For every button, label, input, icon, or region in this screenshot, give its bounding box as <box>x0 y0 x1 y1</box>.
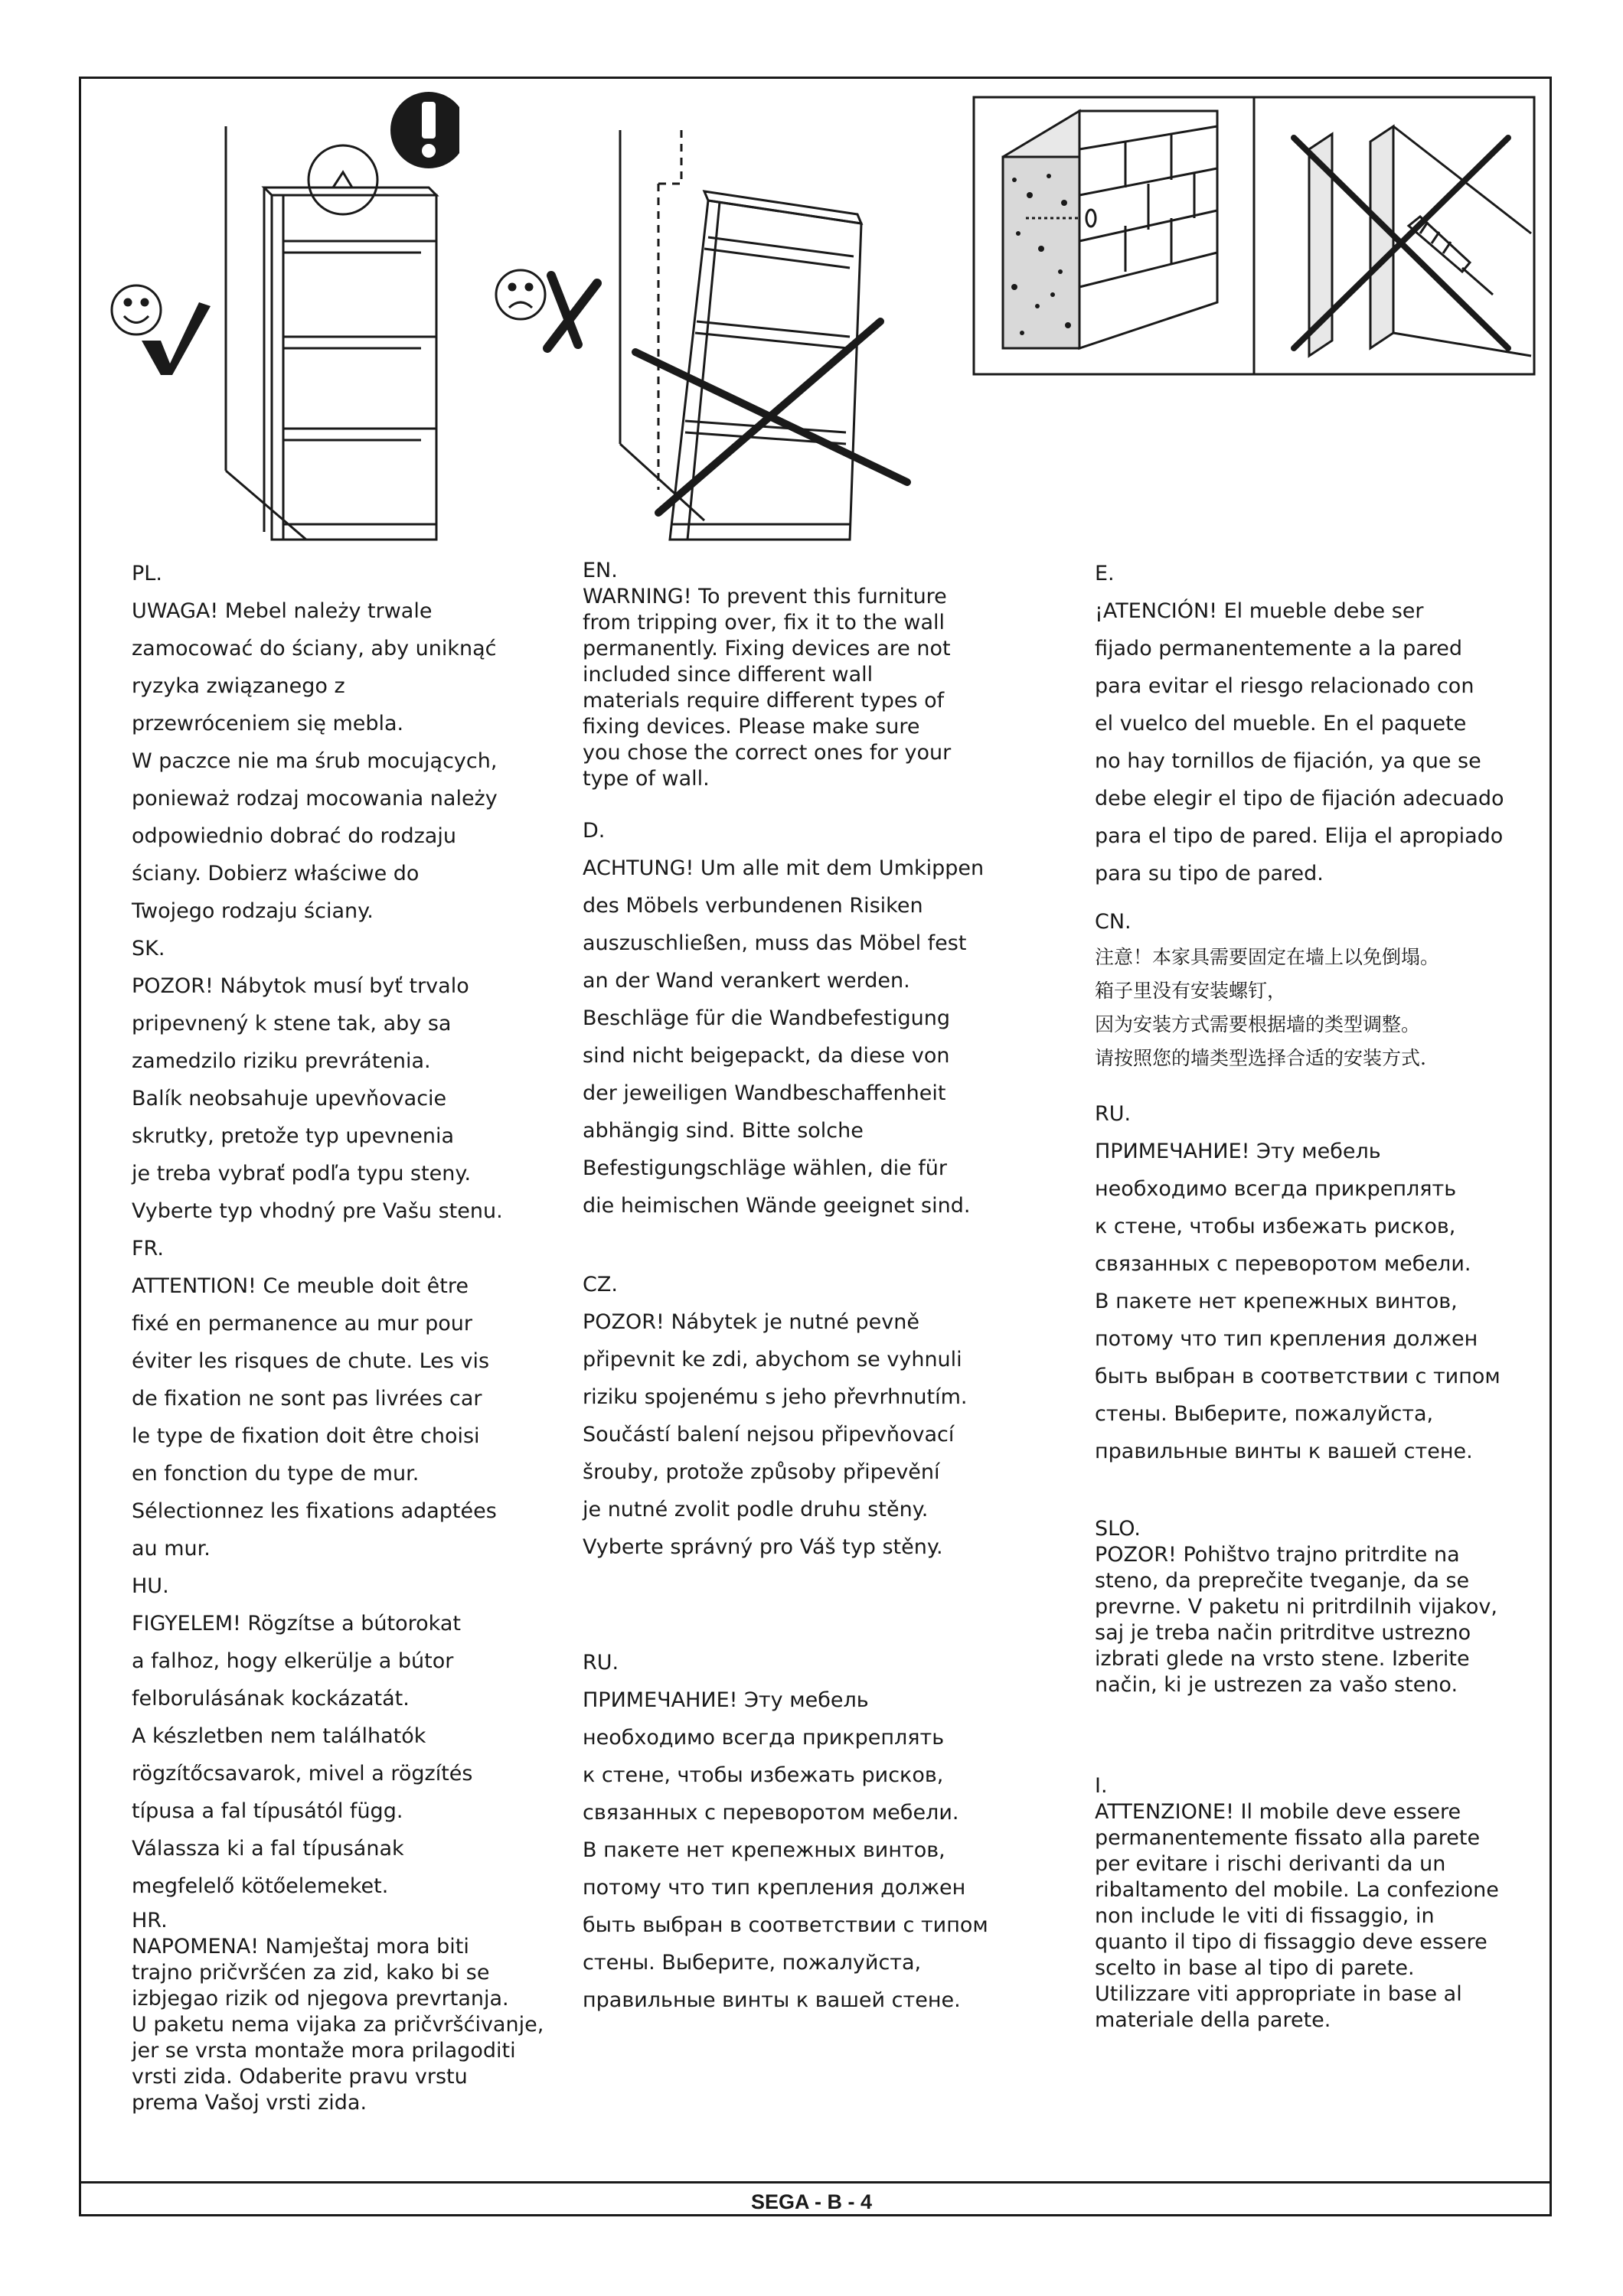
footer-divider <box>79 2181 1552 2183</box>
section-hr <box>132 1908 560 2116</box>
column-left <box>132 555 560 2116</box>
section-sk <box>132 930 560 1230</box>
warning-text: WARNING! To prevent this furniture from tripping over, fix it to the wall permanently. Fixing devices are not included since different wall materials require different types of fixing devices. Please make sure you chose the correct ones for your type of wall. <box>583 585 952 791</box>
lang-code: I. <box>1095 1774 1108 1798</box>
warning-text: ATTENZIONE! Il mobile deve essere permanentemente fissato alla parete per evitare i rischi derivanti da un ribaltamento del mobile. La confezione non include le viti di fissaggio, in quanto il tipo di fissaggio deve essere scelto in base al tipo di parete. Utilizzare viti appropriate in base al materiale della parete. <box>1095 1800 1499 2032</box>
smiley-icon <box>112 285 161 334</box>
warning-text: ПРИМЕЧАНИЕ! Эту мебель необходимо всегда прикреплять к стене, чтобы избежать рисков, связанных с переворотом мебели. В пакете нет крепежных винтов, потому что тип крепления должен быть выбран в соответствии с типом стены. Выберите, пожалуйста, правильные винты к вашей стене. <box>583 1688 988 2012</box>
cross-icon <box>547 276 597 348</box>
lang-code: D. <box>583 819 606 843</box>
section-pl <box>132 555 560 930</box>
column-middle <box>583 555 1011 2019</box>
warning-text: FIGYELEM! Rögzítse a bútorokat a falhoz, hogy elkerülje a bútor felborulásának kockázatát. A készletben nem találhatók rögzítőcsavarok, mivel a rögzítés típusa a fal típusától függ. Válassza ki a fal típusának megfelelő kötőelemeket. <box>132 1612 473 1898</box>
section-en <box>583 558 1011 792</box>
lang-code: EN. <box>583 559 618 582</box>
page-footer: SEGA - B - 4 <box>750 2190 873 2213</box>
sad-face-icon <box>496 270 545 319</box>
warning-text: POZOR! Nábytok musí byť trvalo pripevnený k stene tak, aby sa zamedzilo riziku prevrátenia. Balík neobsahuje upevňovacie skrutky, pretože typ upevnenia je treba vybrať podľa typu steny. Vyberte typ vhodný pre Vašu stenu. <box>132 974 503 1223</box>
warning-text: NAPOMENA! Namještaj mora biti trajno pričvršćen za zid, kako bi se izbjegao rizik od njegova prevrtanja. U paketu nema vijaka za pričvršćivanje, jer se vrsta montaže mora prilagoditi vrsti zida. Odaberite pravu vrstu prema Vašoj vrsti zida. <box>132 1935 544 2115</box>
section-cn <box>1095 903 1539 1075</box>
section-it <box>1095 1773 1539 2033</box>
warning-icon <box>390 92 459 168</box>
warning-text: POZOR! Nábytek je nutné pevně připevnit ke zdi, abychom se vyhnuli riziku spojenému s jeho převrhnutím. Součástí balení nejsou připevňovací šrouby, protože způsoby připevění je nutné zvolit podle druhu stěny. Vyberte správný pro Váš typ stěny. <box>583 1310 968 1559</box>
warning-text: ACHTUNG! Um alle mit dem Umkippen des Möbels verbundenen Risiken auszuschließen, muss das Möbel fest an der Wand verankert werden. Beschläge für die Wandbefestigung sind nicht beigepackt, da diese von der jeweiligen Wandbeschaffenheit abhängig sind. Bitte solche Befestigungschläge wählen, die für die heimischen Wände geeignet sind. <box>583 856 985 1218</box>
section-de <box>583 812 1011 1225</box>
lang-code: HU. <box>132 1574 169 1598</box>
checkmark-icon <box>142 302 211 375</box>
section-ru <box>1095 1095 1539 1470</box>
section-fr <box>132 1230 560 1567</box>
lang-code: CZ. <box>583 1273 618 1296</box>
wall-fixing-illustration <box>972 96 1536 376</box>
section-es <box>1095 555 1539 892</box>
lang-code: RU. <box>1095 1102 1132 1126</box>
lang-code: SLO. <box>1095 1517 1141 1541</box>
lang-code: CN. <box>1095 910 1132 934</box>
warning-text: UWAGA! Mebel należy trwale zamocować do ściany, aby uniknąć ryzyka związanego z przewróceniem się mebla. W paczce nie ma śrub mocujących, ponieważ rodzaj mocowania należy odpowiednio dobrać do rodzaju ściany. Dobierz właściwe do Twojego rodzaju ściany. <box>132 599 498 923</box>
correct-mounting-illustration <box>100 88 459 547</box>
warning-text: ¡ATENCIÓN! El mueble debe ser fijado permanentemente a la pared para evitar el riesgo relacionado con el vuelco del mueble. En el paquete no hay tornillos de fijación, ya que se debe elegir el tipo de fijación adecuado para el tipo de pared. Elija el apropiado para su tipo de pared. <box>1095 599 1504 885</box>
lang-code: FR. <box>132 1237 164 1261</box>
lang-code: HR. <box>132 1909 168 1932</box>
warning-text: ATTENTION! Ce meuble doit être fixé en permanence au mur pour éviter les risques de chute. Les vis de fixation ne sont pas livrées car le type de fixation doit être choisi en fonction du type de mur. Sélectionnez les fixations adaptées au mur. <box>132 1274 497 1561</box>
warning-text: 注意！本家具需要固定在墙上以免倒塌。 箱子里没有安装螺钉， 因为安装方式需要根据墙的类型调整。 请按照您的墙类型选择合适的安装方式. <box>1095 946 1440 1069</box>
lang-code: SK. <box>132 937 165 960</box>
lang-code: E. <box>1095 562 1115 585</box>
section-cz <box>583 1266 1011 1566</box>
warning-text: POZOR! Pohištvo trajno pritrdite na steno, da preprečite tveganje, da se prevrne. V paketu ni pritrdilnih vijakov, saj je treba način pritrditve ustrezno izbrati glede na vrsto stene. Izberite način, ki je ustrezen za vašo steno. <box>1095 1543 1497 1697</box>
incorrect-tipping-illustration <box>490 122 926 551</box>
lang-code: RU. <box>583 1651 619 1675</box>
section-hu <box>132 1567 560 1905</box>
column-right <box>1095 555 1539 2033</box>
lang-code: PL. <box>132 562 162 585</box>
section-ru <box>583 1644 1011 2019</box>
warning-text: ПРИМЕЧАНИЕ! Эту мебель необходимо всегда прикреплять к стене, чтобы избежать рисков, связанных с переворотом мебели. В пакете нет крепежных винтов, потому что тип крепления должен быть выбран в соответствии с типом стены. Выберите, пожалуйста, правильные винты к вашей стене. <box>1095 1140 1501 1463</box>
section-slo <box>1095 1516 1539 1698</box>
